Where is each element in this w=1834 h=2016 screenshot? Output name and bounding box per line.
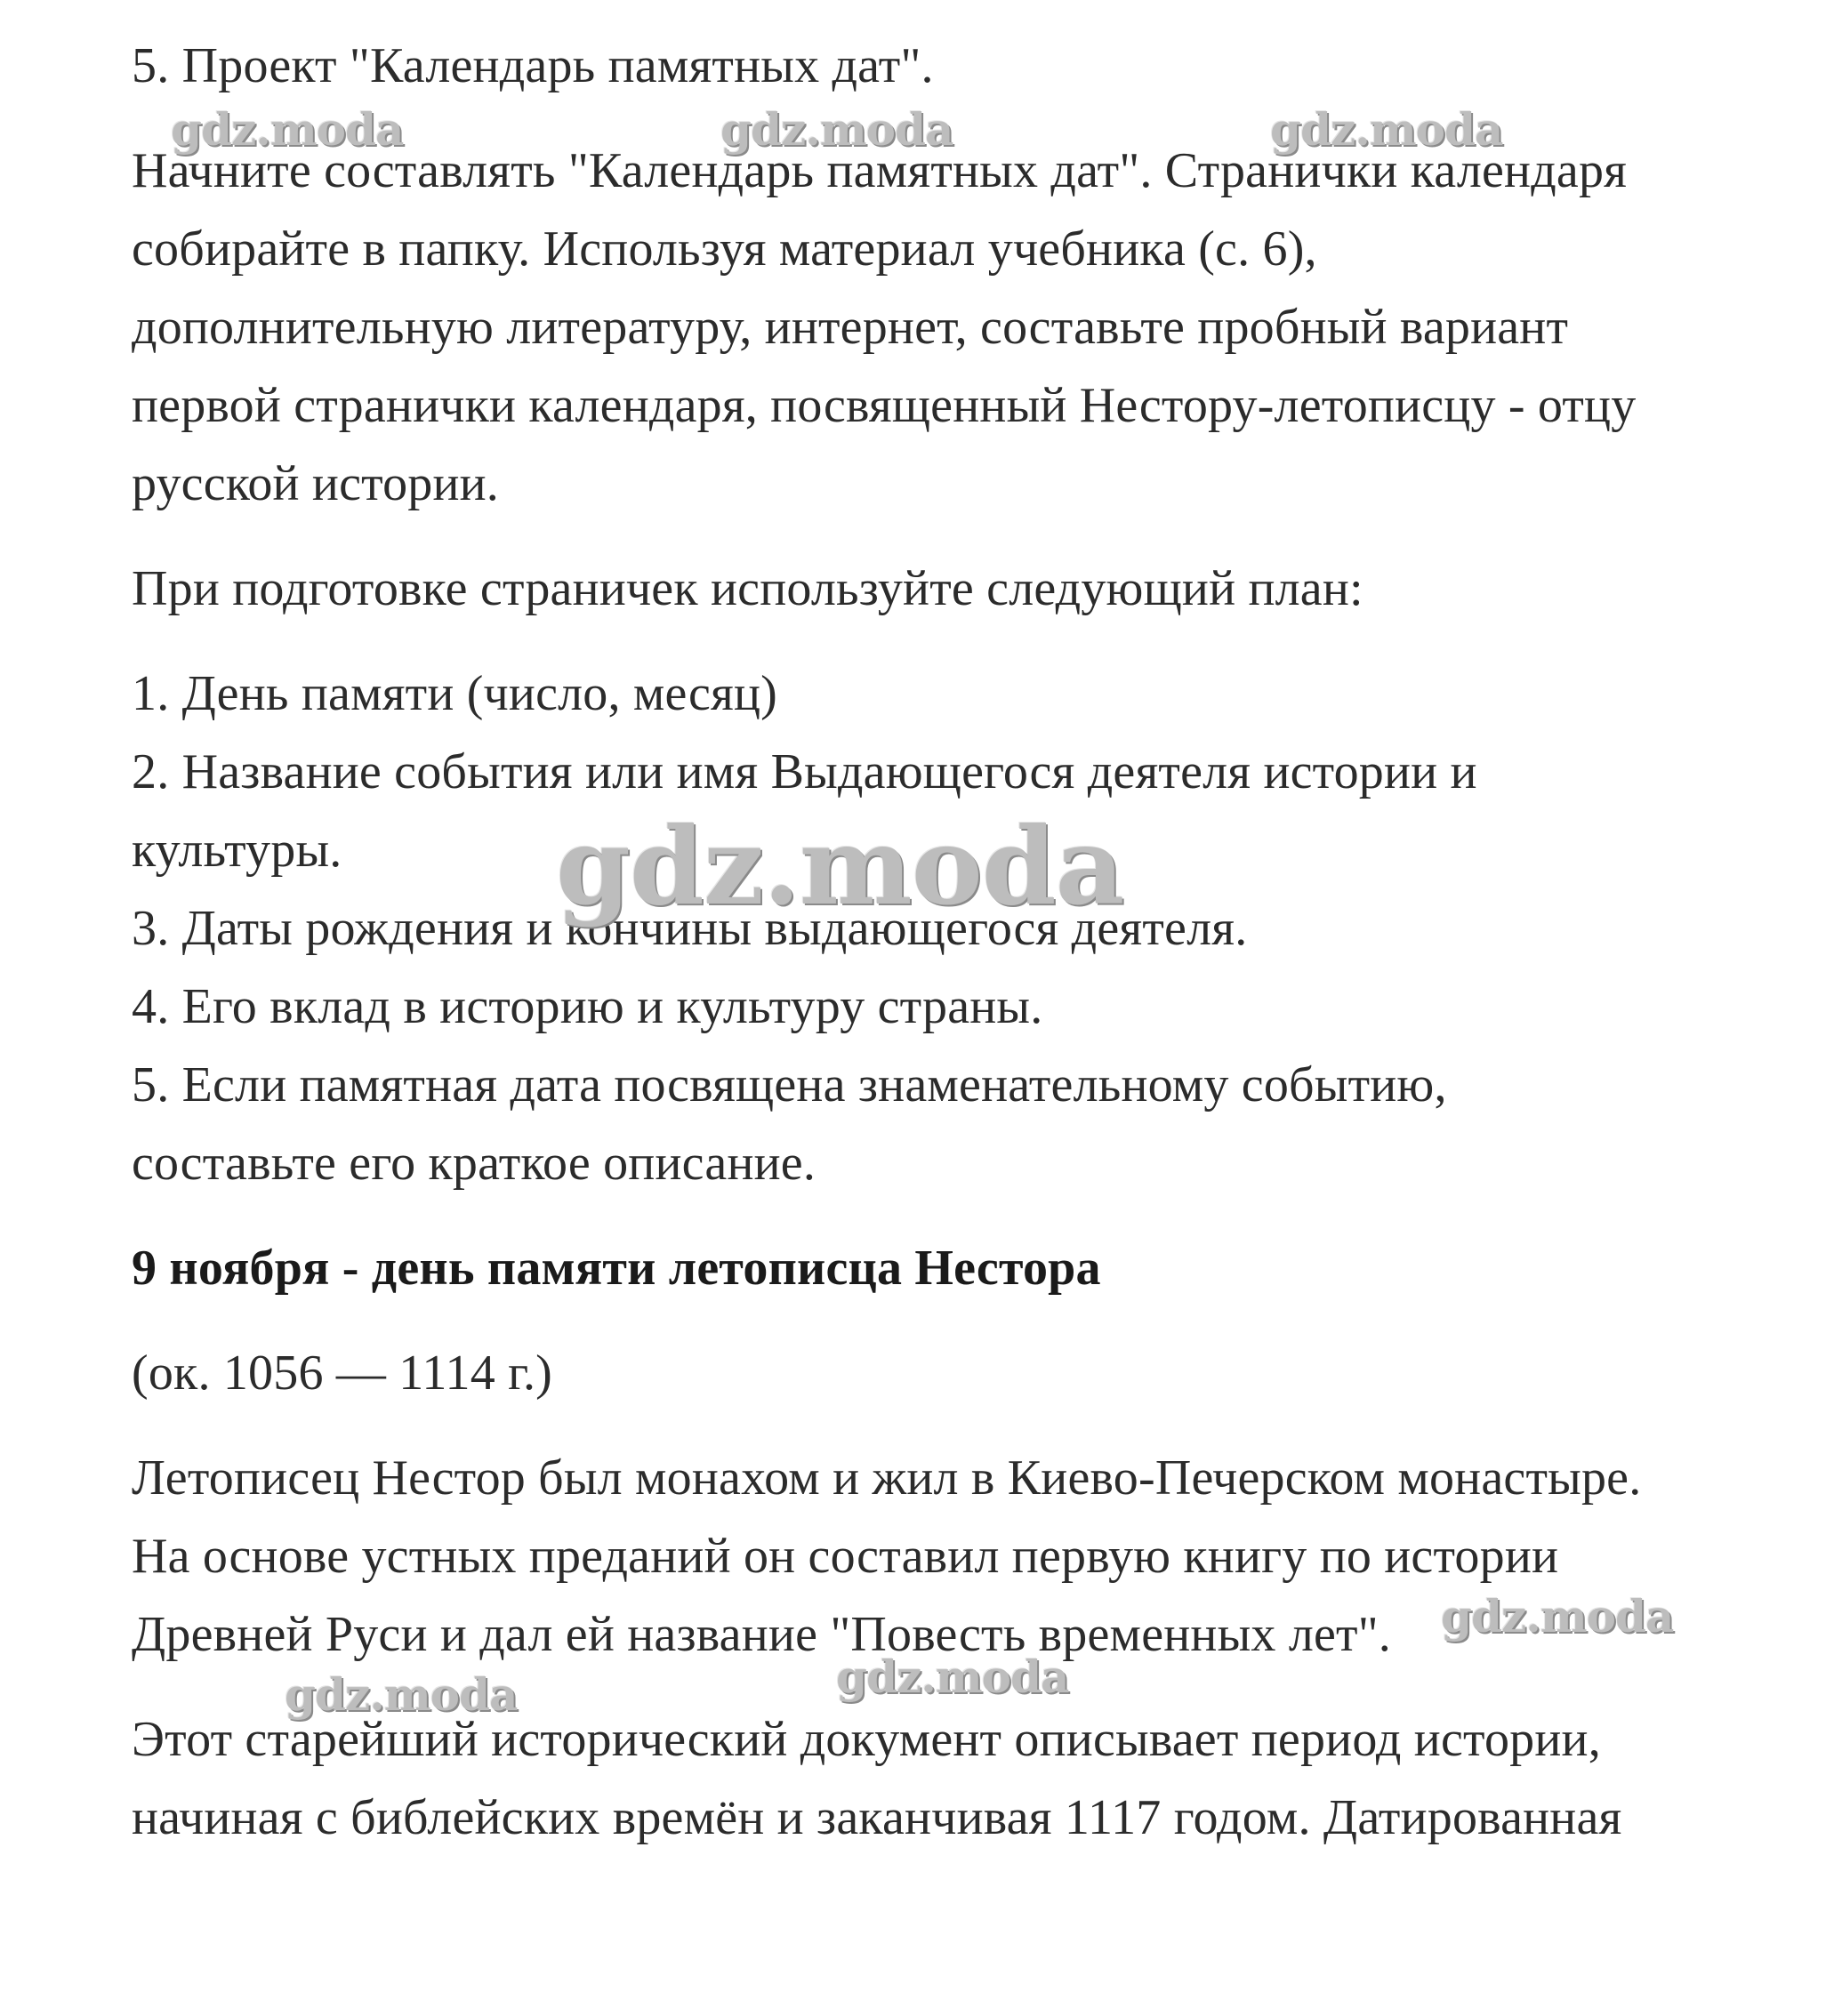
watermark: gdz.moda <box>171 103 404 156</box>
exercise-heading: 5. Проект "Календарь памятных дат". <box>132 38 934 93</box>
intro-line-4: первой странички календаря, посвященный Нестору-летописцу - отцу <box>132 378 1637 433</box>
body-line-3: Древней Руси и дал ей название "Повесть временных лет". <box>132 1607 1391 1662</box>
plan-item-5: 5. Если памятная дата посвящена знаменательному событию, <box>132 1057 1447 1112</box>
plan-intro: При подготовке страничек используйте следующий план: <box>132 561 1363 616</box>
body-line-2: На основе устных преданий он составил первую книгу по истории <box>132 1529 1559 1584</box>
intro-line-1: Начните составлять "Календарь памятных дат". Странички календаря <box>132 143 1628 198</box>
plan-item-4: 4. Его вклад в историю и культуру страны. <box>132 979 1043 1034</box>
body-line-5: начиная с библейских времён и заканчивая 1117 годом. Датированная <box>132 1790 1622 1845</box>
watermark-large: gdz.moda <box>556 804 1124 929</box>
watermark: gdz.moda <box>1441 1590 1674 1643</box>
life-dates: (ок. 1056 — 1114 г.) <box>132 1345 552 1401</box>
body-line-4: Этот старейший исторический документ описывает период истории, <box>132 1712 1601 1767</box>
plan-item-2-cont: культуры. <box>132 823 342 878</box>
watermark: gdz.moda <box>720 103 953 156</box>
plan-item-1: 1. День памяти (число, месяц) <box>132 666 778 721</box>
plan-item-3: 3. Даты рождения и кончины выдающегося деятеля. <box>132 901 1248 956</box>
plan-item-2: 2. Название события или имя Выдающегося деятеля истории и <box>132 744 1477 799</box>
watermark: gdz.moda <box>836 1651 1069 1703</box>
plan-item-5-cont: составьте его краткое описание. <box>132 1136 816 1191</box>
intro-line-2: собирайте в папку. Используя материал учебника (с. 6), <box>132 221 1317 277</box>
watermark: gdz.moda <box>285 1668 518 1721</box>
watermark: gdz.moda <box>1270 103 1503 156</box>
intro-line-5: русской истории. <box>132 456 500 511</box>
intro-line-3: дополнительную литературу, интернет, составьте пробный вариант <box>132 300 1569 355</box>
body-line-1: Летописец Нестор был монахом и жил в Киево-Печерском монастыре. <box>132 1450 1642 1506</box>
memorial-title: 9 ноября - день памяти летописца Нестора <box>132 1241 1101 1296</box>
